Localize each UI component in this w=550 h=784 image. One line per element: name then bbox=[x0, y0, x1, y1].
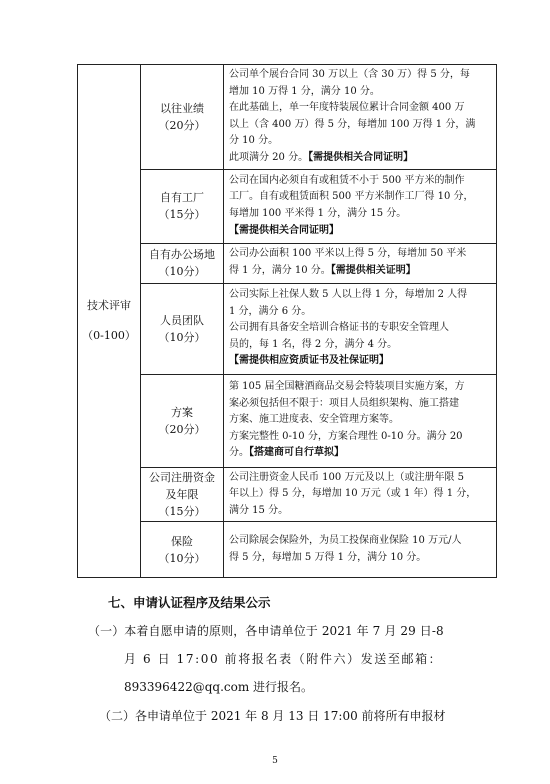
criterion-description-cell bbox=[224, 522, 497, 578]
required-document-note: 【需提供相关合同证明】 bbox=[229, 224, 339, 236]
criterion-name: 自有办公场地 bbox=[149, 248, 215, 262]
criterion-description-cell bbox=[224, 243, 497, 283]
criteria-row bbox=[78, 283, 497, 374]
description-line: 公司除展会保险外，为员工投保商业保险 10 万元/人 bbox=[229, 535, 462, 547]
description-line: 增加 10 万得 1 分，满分 10 分。 bbox=[229, 85, 380, 97]
criterion-name: （20分） bbox=[158, 118, 206, 132]
description-line: 工厂。自有或租赁面积 500 平方米制作工厂得 10 分， bbox=[229, 191, 474, 203]
required-document-note: 【搭建商可自行草拟】 bbox=[249, 447, 344, 459]
criterion-name: 自有工厂 bbox=[160, 191, 204, 205]
required-document-note: 【需提供相关证明】 bbox=[330, 265, 416, 277]
criterion-name-cell bbox=[141, 243, 224, 283]
criterion-description-cell bbox=[224, 467, 497, 522]
description-line: 第 105 届全国糖酒商品交易会特装项目实施方案，方 bbox=[229, 381, 465, 393]
criterion-name: （15分） bbox=[158, 504, 206, 518]
description-line bbox=[229, 353, 492, 370]
description-line: 分 10 分。 bbox=[229, 135, 279, 147]
required-document-note: 【需提供相关合同证明】 bbox=[308, 151, 414, 163]
description-line: 在此基础上，单一年度特装展位累计合同金额 400 万 bbox=[229, 102, 465, 114]
paragraph-1-line-1: （一）本着自愿申请的原则，各申请单位于 2021 年 7 月 29 日-8 bbox=[88, 624, 444, 638]
criterion-name: 方案 bbox=[171, 405, 193, 419]
criteria-table bbox=[77, 64, 497, 578]
description-line: 公司注册资金人民币 100 万元及以上（或注册年限 5 bbox=[229, 471, 464, 483]
description-line: 公司单个展台合同 30 万以上（含 30 万）得 5 分，每 bbox=[229, 69, 470, 80]
description-line: 得 5 分，每增加 5 万得 1 分，满分 10 分。 bbox=[229, 551, 427, 563]
criterion-name: 及年限 bbox=[165, 487, 199, 501]
paragraph-1-line-2: 月 6 日 17:00 前将报名表（附件六）发送至邮箱： bbox=[124, 652, 443, 666]
criteria-row bbox=[78, 169, 497, 243]
criterion-name: （10分） bbox=[158, 330, 206, 344]
criterion-description-cell bbox=[224, 169, 497, 243]
description-line: 年以上）得 5 分，每增加 10 万元（或 1 年）得 1 分， bbox=[229, 488, 477, 500]
criteria-row bbox=[78, 374, 497, 467]
criterion-description-cell bbox=[224, 65, 497, 170]
criterion-name: 人员团队 bbox=[160, 313, 204, 327]
criteria-row bbox=[78, 65, 497, 170]
criterion-name: 保险 bbox=[171, 534, 193, 548]
category-label: （0-100） bbox=[82, 329, 136, 343]
description-line: 员的，每 1 名，得 2 分，满分 4 分。 bbox=[229, 338, 398, 350]
criteria-row bbox=[78, 522, 497, 578]
criterion-name: （10分） bbox=[158, 265, 206, 279]
description-line: 1 分，满分 6 分。 bbox=[229, 305, 312, 317]
description-line: 公司实际上社保人数 5 人以上得 1 分，每增加 2 人得 bbox=[229, 289, 468, 301]
paragraph-1-line-3: 893396422@qq.com 进行报名。 bbox=[124, 680, 314, 694]
paragraph-2-line-1: （二）各申请单位于 2021 年 8 月 13 日 17:00 前将所有申报材 bbox=[99, 709, 446, 723]
criterion-name-cell bbox=[141, 522, 224, 578]
criterion-description-cell bbox=[224, 283, 497, 374]
criterion-name: （10分） bbox=[158, 551, 206, 565]
criterion-name-cell bbox=[141, 65, 224, 170]
category-label: 技术评审 bbox=[87, 299, 131, 313]
criterion-name-cell bbox=[141, 283, 224, 374]
criterion-name-cell bbox=[141, 467, 224, 522]
description-line bbox=[229, 223, 492, 240]
criterion-name: 公司注册资金 bbox=[149, 470, 215, 484]
description-line: 公司办公面积 100 平米以上得 5 分，每增加 50 平米 bbox=[229, 248, 467, 260]
description-line: 每增加 100 平米得 1 分，满分 15 分。 bbox=[229, 208, 407, 220]
criterion-name: （15分） bbox=[158, 208, 206, 222]
description-line: 案必须包括但不限于：项目人员组织架构、施工搭建 bbox=[229, 397, 459, 409]
page-number: 5 bbox=[272, 756, 278, 766]
description-line: 方案、施工进度表、安全管理方案等。 bbox=[229, 414, 399, 426]
criterion-name: 以往业绩 bbox=[160, 101, 204, 115]
description-line: 以上（含 400 万）得 5 分，每增加 100 万得 1 分，满 bbox=[229, 118, 476, 130]
description-line: 此项满分 20 分。【需提供相关合同证明】 bbox=[229, 151, 414, 163]
description-line: 分。【搭建商可自行草拟】 bbox=[229, 447, 344, 459]
description-line: 得 1 分，满分 10 分。【需提供相关证明】 bbox=[229, 265, 416, 277]
category-cell bbox=[78, 65, 141, 578]
description-line: 满分 15 分。 bbox=[229, 504, 289, 516]
section-heading: 七、申请认证程序及结果公示 bbox=[108, 595, 271, 610]
description-line: 公司拥有具备安全培训合格证书的专职安全管理人 bbox=[229, 322, 449, 334]
criterion-name-cell bbox=[141, 169, 224, 243]
criteria-row bbox=[78, 243, 497, 283]
criterion-name-cell bbox=[141, 374, 224, 467]
criterion-name: （20分） bbox=[158, 422, 206, 436]
required-document-note: 【需提供相应资质证书及社保证明】 bbox=[229, 355, 389, 367]
description-line: 公司在国内必须自有或租赁不小于 500 平方米的制作 bbox=[229, 174, 465, 186]
criterion-description-cell bbox=[224, 374, 497, 467]
criteria-row bbox=[78, 467, 497, 522]
description-line: 方案完整性 0-10 分，方案合理性 0-10 分。满分 20 bbox=[229, 430, 463, 442]
